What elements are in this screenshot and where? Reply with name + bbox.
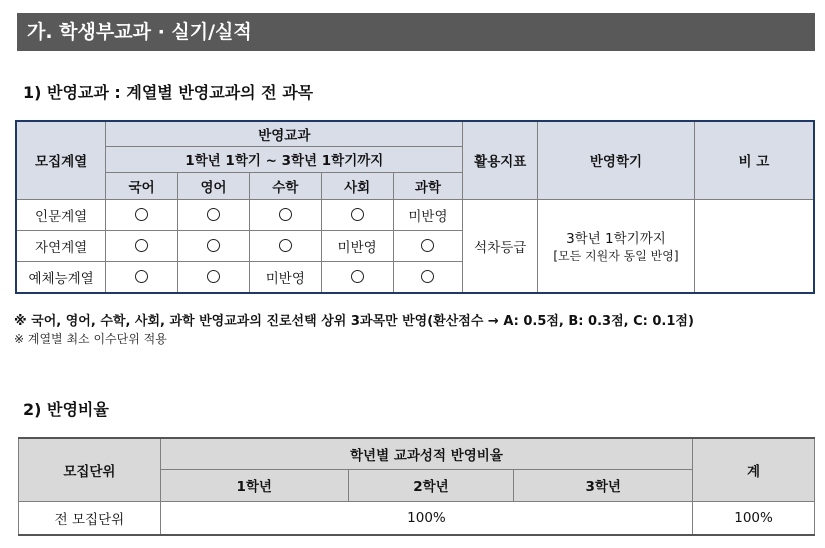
section1-heading: 1) 반영교과 : 계열별 반영교과의 전 과목 bbox=[23, 83, 314, 102]
cell bbox=[178, 199, 250, 230]
circle-mark-icon bbox=[421, 239, 434, 252]
cell bbox=[178, 230, 250, 261]
semester-line-1: 3학년 1학기까지 bbox=[566, 231, 666, 247]
col-group-header: 학년별 교과성적 반영비율 bbox=[160, 438, 692, 469]
col-period-header: 1학년 1학기 ~ 3학년 1학기까지 bbox=[106, 146, 463, 172]
circle-mark-icon bbox=[351, 208, 364, 221]
circle-mark-icon bbox=[279, 208, 292, 221]
cell bbox=[321, 199, 393, 230]
cell: 미반영 bbox=[321, 230, 393, 261]
subject-header: 사회 bbox=[321, 172, 393, 199]
circle-mark-icon bbox=[135, 239, 148, 252]
cell bbox=[106, 199, 178, 230]
note-value bbox=[694, 199, 814, 293]
cell bbox=[106, 261, 178, 293]
circle-mark-icon bbox=[135, 208, 148, 221]
cell: 미반영 bbox=[393, 199, 463, 230]
col-indicator-header: 활용지표 bbox=[463, 121, 538, 199]
subject-header: 수학 bbox=[249, 172, 321, 199]
subjects-table bbox=[15, 120, 815, 294]
circle-mark-icon bbox=[135, 270, 148, 283]
section-banner: 가. 학생부교과 · 실기/실적 bbox=[17, 13, 815, 51]
subject-header: 국어 bbox=[106, 172, 178, 199]
circle-mark-icon bbox=[279, 239, 292, 252]
col-subjects-group-header: 반영교과 bbox=[106, 121, 463, 146]
cell bbox=[393, 230, 463, 261]
indicator-value: 석차등급 bbox=[463, 199, 538, 293]
row-name: 인문계열 bbox=[16, 199, 106, 230]
semester-line-2: [모든 지원자 동일 반영] bbox=[553, 249, 679, 263]
cell bbox=[106, 230, 178, 261]
section2-heading: 2) 반영비율 bbox=[23, 400, 109, 419]
grade-header: 2학년 bbox=[348, 469, 514, 501]
col-unit-header: 모집단위 bbox=[19, 438, 161, 501]
footnote-1: ※ 국어, 영어, 수학, 사회, 과학 반영교과의 진로선택 상위 3과목만 반영(환산점수 → A: 0.5점, B: 0.3점, C: 0.1점) bbox=[14, 314, 694, 329]
row-name: 예체능계열 bbox=[16, 261, 106, 293]
cell bbox=[249, 230, 321, 261]
circle-mark-icon bbox=[351, 270, 364, 283]
col-note-header: 비 고 bbox=[694, 121, 814, 199]
cell bbox=[393, 261, 463, 293]
cell bbox=[321, 261, 393, 293]
col-semester-header: 반영학기 bbox=[538, 121, 695, 199]
table-row bbox=[16, 199, 814, 230]
circle-mark-icon bbox=[207, 239, 220, 252]
cell: 미반영 bbox=[249, 261, 321, 293]
row-name: 자연계열 bbox=[16, 230, 106, 261]
cell bbox=[249, 199, 321, 230]
footnote-2: ※ 계열별 최소 이수단위 적용 bbox=[14, 332, 167, 346]
grade-header: 3학년 bbox=[514, 469, 693, 501]
semester-value bbox=[538, 199, 695, 293]
grade-header: 1학년 bbox=[160, 469, 348, 501]
subject-header: 과학 bbox=[393, 172, 463, 199]
subject-header: 영어 bbox=[178, 172, 250, 199]
row-name: 전 모집단위 bbox=[19, 501, 161, 535]
row-value: 100% bbox=[160, 501, 692, 535]
ratio-table bbox=[18, 437, 815, 536]
circle-mark-icon bbox=[421, 270, 434, 283]
col-recruit-header: 모집계열 bbox=[16, 121, 106, 199]
circle-mark-icon bbox=[207, 208, 220, 221]
col-total-header: 계 bbox=[693, 438, 815, 501]
table-row bbox=[19, 501, 815, 535]
circle-mark-icon bbox=[207, 270, 220, 283]
row-total: 100% bbox=[693, 501, 815, 535]
cell bbox=[178, 261, 250, 293]
